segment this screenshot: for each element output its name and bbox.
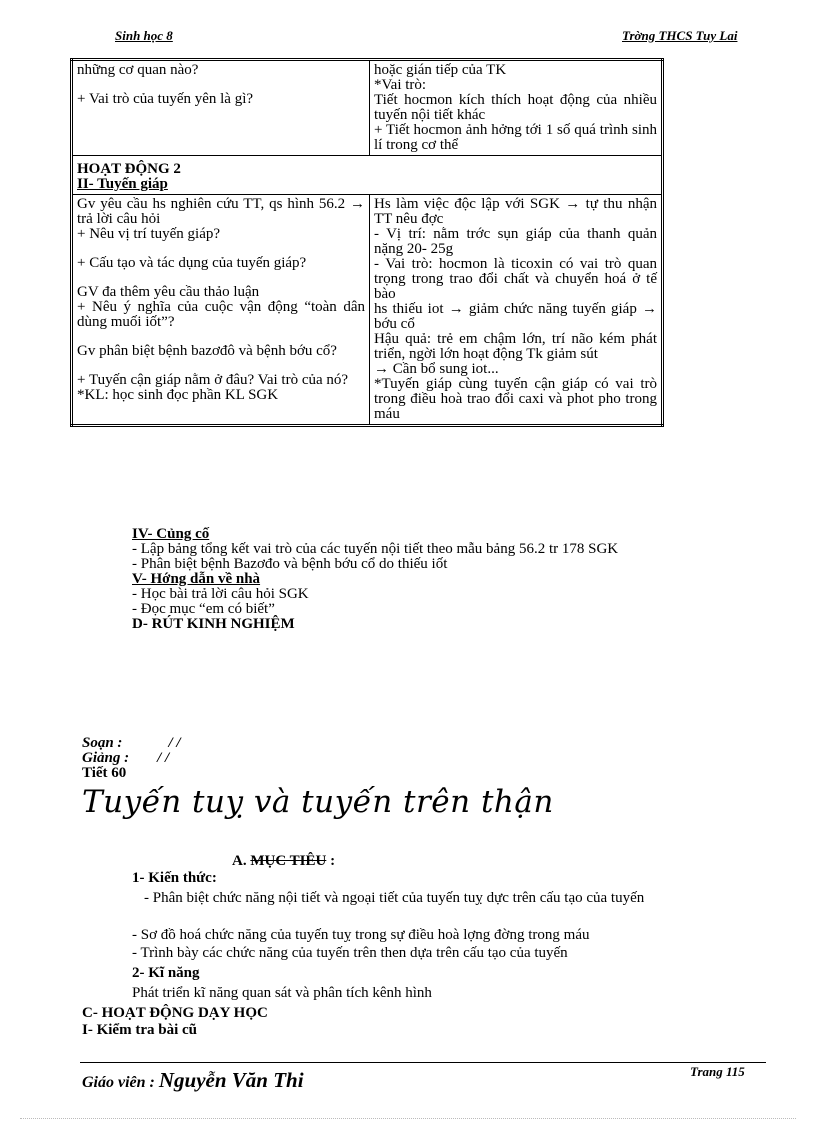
header-subject: Sinh học 8	[115, 28, 173, 43]
cell-line: + Cấu tạo và tác dụng của tuyến giáp?	[77, 255, 307, 271]
cell-line: Hậu quả: trẻ em chậm lớn, trí não kém phát triển, ngời lớn hoạt động Tk giảm sút	[374, 331, 657, 362]
lesson-number: Tiết 60	[82, 765, 127, 781]
table-cell-left	[72, 60, 370, 156]
cell-line: - Vai trò: hocmon là ticoxin có vai trò quan trọng trong trao đổi chất và chuyển hoá ở tế bào	[374, 256, 657, 302]
cell-line: hs thiếu iot → giảm chức năng tuyến giáp → bớu cổ	[374, 301, 657, 332]
activity-title: HOẠT ĐỘNG 2	[77, 161, 181, 177]
teaching-heading: C- HOẠT ĐỘNG DẠY HỌC	[82, 1005, 268, 1021]
soan-date: / /	[168, 735, 181, 751]
table-cell-left	[72, 195, 370, 426]
cell-line: Gv yêu cầu hs nghiên cứu TT, qs hình 56.2 → trả lời câu hỏi	[77, 196, 365, 227]
page-edge	[20, 1118, 796, 1119]
lesson-table	[70, 58, 664, 427]
table-cell-right	[370, 60, 663, 156]
cell-line: Gv phân biệt bệnh bazơđô và bệnh bớu cổ?	[77, 343, 337, 359]
cell-line: những cơ quan nào?	[77, 62, 199, 78]
cell-line: Hs làm việc độc lập với SGK → tự thu nhận TT nêu đợc	[374, 196, 657, 227]
cell-line: *Tuyến giáp cùng tuyến cận giáp có vai trò trong điều hoà trao đổi caxi và phot pho trong máu	[374, 376, 657, 422]
cell-line: GV đa thêm yêu cầu thảo luận	[77, 284, 260, 300]
homework-item: - Đọc mục “em có biết”	[132, 601, 275, 617]
homework-item: - Học bài trả lời câu hỏi SGK	[132, 586, 309, 602]
teacher-label: Giáo viên :	[82, 1074, 155, 1091]
consolidation-item: - Phân biệt bệnh Bazơđo và bệnh bớu cổ do thiếu iốt	[132, 556, 448, 572]
table-row	[72, 156, 663, 195]
experience-heading: D- RÚT KINH NGHIỆM	[132, 616, 295, 632]
footer-teacher	[82, 1068, 304, 1093]
table-row	[72, 60, 663, 156]
header-school: Trờng THCS Tuy Lai	[622, 28, 738, 43]
homework-heading: V- Hớng dẫn về nhà	[132, 571, 261, 587]
footer-divider	[80, 1062, 766, 1063]
table-row	[72, 195, 663, 426]
cell-line: - Vị trí: nằm trớc sụn giáp của thanh quản nặng 20- 25g	[374, 226, 657, 257]
consolidation-heading: IV- Củng cố	[132, 526, 210, 542]
cell-line: Tiết hocmon kích thích hoạt động của nhiều tuyến nội tiết khác	[374, 92, 657, 123]
cell-line: *Vai trò:	[374, 77, 427, 93]
cell-line: + Vai trò của tuyến yên là gì?	[77, 91, 254, 107]
objectives-heading	[232, 854, 335, 869]
activity-header-cell	[72, 156, 663, 195]
knowledge-heading: 1- Kiến thức:	[132, 870, 217, 886]
knowledge-item: - Phân biệt chức năng nội tiết và ngoại tiết của tuyến tuỵ dực trên cấu tạo của tuyến	[144, 890, 645, 906]
cell-line: + Tuyến cận giáp nằm ở đâu? Vai trò của nó?	[77, 372, 349, 388]
skills-heading: 2- Kĩ năng	[132, 965, 200, 981]
footer-page: Trang 115	[690, 1064, 745, 1079]
giang-label: Giảng :	[82, 750, 130, 766]
giang-date: / /	[157, 750, 170, 766]
cell-line: hoặc gián tiếp của TK	[374, 62, 507, 78]
table-cell-right	[370, 195, 663, 426]
cell-line: → Cần bổ sung iot...	[374, 361, 499, 377]
consolidation-section	[132, 527, 618, 632]
objectives-text: MỤC TIÊU	[250, 853, 327, 869]
knowledge-item: - Sơ đồ hoá chức năng của tuyến tuỵ trong sự điều hoà lợng đờng trong máu	[132, 927, 590, 943]
knowledge-item: - Trình bày các chức năng của tuyến trên then dựa trên cấu tạo của tuyến	[132, 945, 568, 961]
teacher-name: Nguyễn Văn Thi	[158, 1068, 304, 1092]
teaching-sub: I- Kiểm tra bài cũ	[82, 1022, 197, 1038]
cell-line: *KL: học sinh đọc phần KL SGK	[77, 387, 279, 403]
cell-line: + Nêu vị trí tuyến giáp?	[77, 226, 221, 242]
cell-line: + Tiết hocmon ảnh hởng tới 1 số quá trình sinh lí trong cơ thể	[374, 122, 657, 153]
objectives-suffix: :	[326, 853, 336, 869]
schedule-block	[82, 736, 181, 781]
consolidation-item: - Lập bảng tổng kết vai trò của các tuyến nội tiết theo mẫu bảng 56.2 tr 178 SGK	[132, 541, 619, 557]
skills-text: Phát triển kĩ năng quan sát và phân tích kênh hình	[132, 985, 432, 1001]
soan-label: Soạn :	[82, 735, 123, 751]
objectives-label: A.	[232, 853, 247, 869]
cell-line: + Nêu ý nghĩa của cuộc vận động “toàn dân dùng muối iốt”?	[77, 299, 365, 330]
activity-subtitle: II- Tuyến giáp	[77, 176, 168, 192]
lesson-title: Tuyến tuỵ và tuyến trên thận	[82, 784, 554, 820]
